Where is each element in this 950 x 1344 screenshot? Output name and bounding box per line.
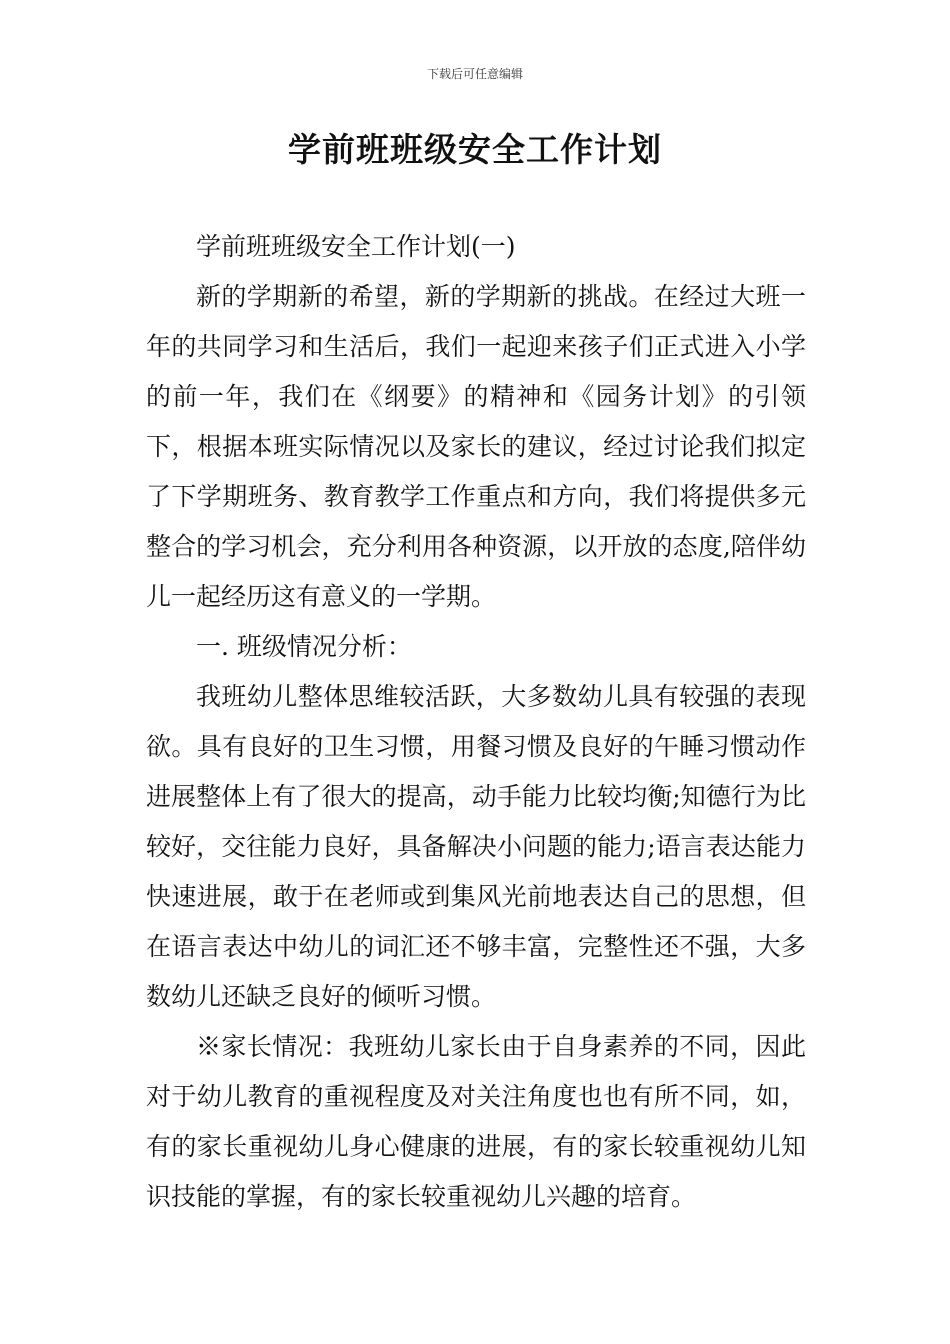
section-heading-class-analysis: 一. 班级情况分析：	[196, 632, 412, 661]
header-note: 下载后可任意编辑	[426, 67, 523, 81]
paragraph-introduction: 新的学期新的希望，新的学期新的挑战。在经过大班一年的共同学习和生活后，我们一起迎来孩子们正式进入小学的前一年，我们在《纲要》的精神和《园务计划》的引领下，根据本班实际情况以及家长的建议，经过讨论我们拟定了下学期班务、教育教学工作重点和方向，我们将提供多元整合的学习机会，充分利用各种资源，以开放的态度,陪伴幼儿一起经历这有意义的一学期。	[146, 282, 806, 611]
paragraph-parent-situation: ※家长情况：我班幼儿家长由于自身素养的不同，因此对于幼儿教育的重视程度及对关注角度也也有所不同，如，有的家长重视幼儿身心健康的进展，有的家长较重视幼儿知识技能的掌握，有的家长较重视幼儿兴趣的培育。	[146, 1032, 806, 1211]
section-heading-plan-one: 学前班班级安全工作计划(一)	[196, 232, 516, 261]
document-title: 学前班班级安全工作计划	[288, 130, 662, 169]
document-body	[146, 222, 806, 1222]
paragraph-child-analysis: 我班幼儿整体思维较活跃，大多数幼儿具有较强的表现欲。具有良好的卫生习惯，用餐习惯及良好的午睡习惯动作进展整体上有了很大的提高，动手能力比较均衡;知德行为比较好，交往能力良好，具备解决小问题的能力;语言表达能力快速进展，敢于在老师或到集风光前地表达自己的思想，但在语言表达中幼儿的词汇还不够丰富，完整性还不强，大多数幼儿还缺乏良好的倾听习惯。	[146, 682, 806, 1011]
